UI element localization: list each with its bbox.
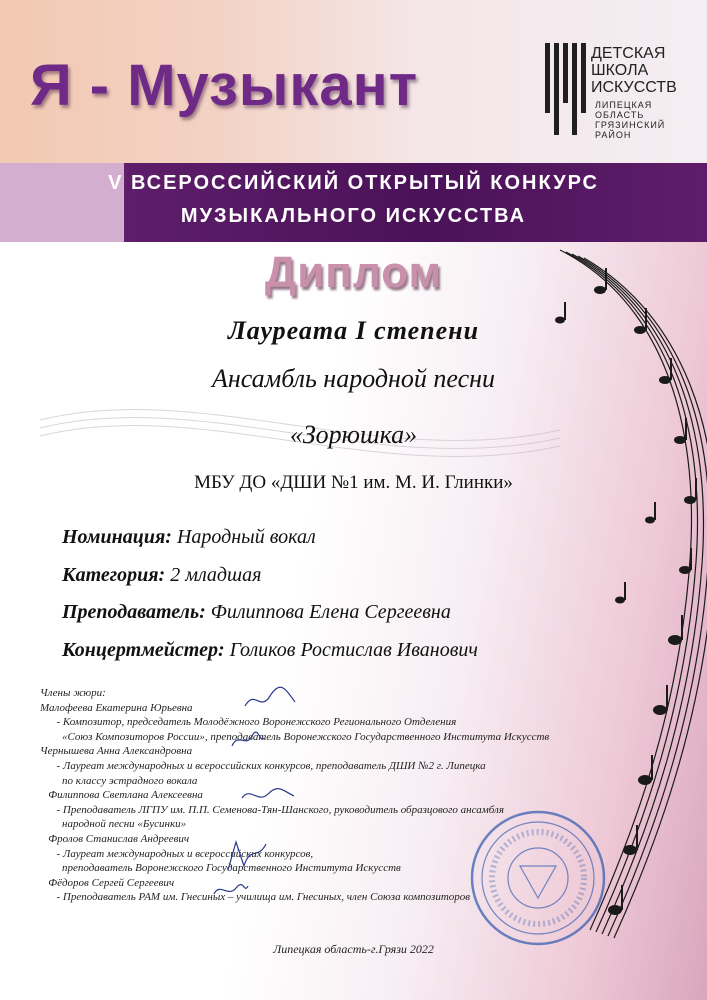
jury-line: - Преподаватель РАМ им. Гнесиных – училища им. Гнесиных, член Союза композиторов xyxy=(40,891,471,904)
piano-keys-icon xyxy=(541,43,589,135)
field-category xyxy=(62,564,261,587)
jury-line: «Союз Композиторов России», преподаватель Воронежского Государственного Института Искусств xyxy=(40,730,550,743)
footer-location: Липецкая область-г.Грязи 2022 xyxy=(273,942,434,956)
logo-line-2: ШКОЛА xyxy=(591,62,649,79)
jury-line: народной песни «Бусинки» xyxy=(40,818,187,831)
diploma-heading: Диплом xyxy=(264,248,443,297)
field-value: Народный вокал xyxy=(176,526,316,548)
signature-4 xyxy=(222,836,272,876)
logo-sub-3: ГРЯЗИНСКИЙ xyxy=(595,120,666,130)
jury-line: - Лауреат международных и всероссийских конкурсов, преподаватель ДШИ №2 г. Липецка xyxy=(40,759,486,772)
jury-line: - Лауреат международных и всероссийских конкурсов, xyxy=(40,847,314,860)
jury-line: преподаватель Воронежского Государственного Института Искусств xyxy=(40,862,401,875)
laureate-degree: Лауреата I степени xyxy=(227,316,480,345)
logo-sub-4: РАЙОН xyxy=(595,130,632,140)
field-value: 2 младшая xyxy=(170,564,262,586)
ensemble-type: Ансамбль народной песни xyxy=(211,364,496,393)
logo-sub-1: ЛИПЕЦКАЯ xyxy=(595,100,653,110)
logo-line-3: ИСКУССТВ xyxy=(591,79,677,96)
logo-line-1: ДЕТСКАЯ xyxy=(591,45,666,62)
signature-1 xyxy=(240,684,300,714)
signature-5 xyxy=(210,880,250,900)
signature-3 xyxy=(238,784,298,806)
jury-line: Фёдоров Сергей Сергеевич xyxy=(40,876,175,889)
field-teacher xyxy=(62,601,451,624)
field-label: Преподаватель: xyxy=(62,601,206,623)
school-logo xyxy=(541,43,691,139)
school-name: МБУ ДО «ДШИ №1 им. М. И. Глинки» xyxy=(194,472,513,493)
jury-line: Фролов Станислав Андреевич xyxy=(40,832,190,845)
field-accompanist xyxy=(62,639,478,662)
jury-title: Члены жюри: xyxy=(40,687,106,699)
jury-line: - Преподаватель ЛГПУ им. П.П. Семенова-Тян-Шанского, руководитель образцового ансамбля xyxy=(40,803,504,816)
official-stamp xyxy=(468,808,608,948)
contest-subtitle-line1: V ВСЕРОССИЙСКИЙ ОТКРЫТЫЙ КОНКУРС xyxy=(108,172,599,194)
jury-line: Малофеева Екатерина Юрьевна xyxy=(40,701,193,714)
jury-line: по классу эстрадного вокала xyxy=(40,774,198,787)
ensemble-name: «Зорюшка» xyxy=(289,420,418,449)
contest-subtitle-line2: МУЗЫКАЛЬНОГО ИСКУССТВА xyxy=(180,205,527,227)
contest-title: Я - Музыкант xyxy=(30,53,419,118)
field-label: Категория: xyxy=(62,564,166,586)
field-label: Концертмейстер: xyxy=(62,639,225,661)
jury-line: - Композитор, председатель Молодёжного Воронежского Регионального Отделения xyxy=(40,716,457,729)
jury-line: Чернышева Анна Александровна xyxy=(40,745,193,758)
logo-sub-2: ОБЛАСТЬ xyxy=(595,110,645,120)
field-value: Голиков Ростислав Иванович xyxy=(229,639,478,661)
field-value: Филиппова Елена Сергеевна xyxy=(210,601,451,623)
signature-2 xyxy=(228,728,268,752)
field-nomination xyxy=(62,526,316,549)
jury-line: Филиппова Светлана Алексеевна xyxy=(40,789,203,802)
field-label: Номинация: xyxy=(62,526,172,548)
